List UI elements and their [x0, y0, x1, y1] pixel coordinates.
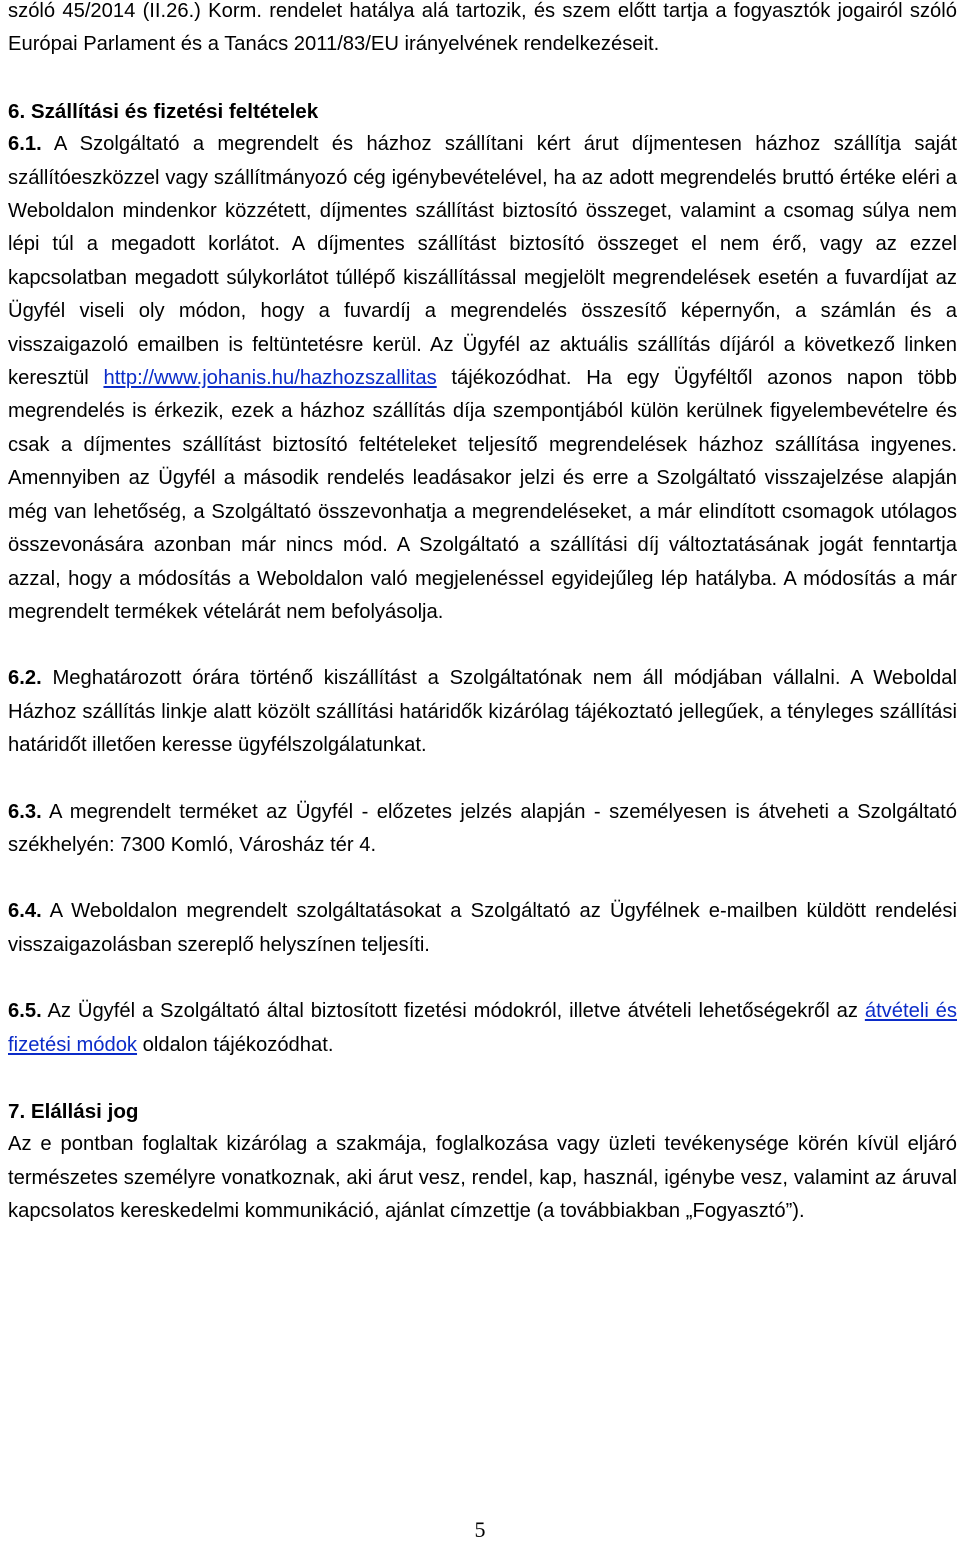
- page-number: 5: [474, 1517, 486, 1542]
- paragraph-number: 6.4.: [8, 900, 42, 923]
- paragraph-6-4: [8, 895, 957, 962]
- paragraph-number: 6.5.: [8, 1000, 42, 1023]
- paragraph-6-3: [8, 796, 957, 863]
- paragraph-6-1: [8, 128, 957, 629]
- paragraph-7: Az e pontban foglaltak kizárólag a szakmája, foglalkozása vagy üzleti tevékenysége körén kívül eljáró természetes személyre vonatkoznak, aki árut vesz, rendel, kap, használ, igénybe vesz, valamint az áruval kapcsolatos kereskedelmi kommunikáció, ajánlat címzettje (a továbbiakban „Fogyasztó”).: [8, 1133, 957, 1223]
- paragraph-6-5: [8, 995, 957, 1062]
- paragraph-number: 6.1.: [8, 133, 42, 156]
- paragraph-text: Meghatározott órára történő kiszállítást a Szolgáltatónak nem áll módjában vállalni. A Weboldal Házhoz szállítás linkje alatt közölt szállítási határidők kizárólag tájékoztató jellegűek, a tényleges szállítási határidőt illetően keresse ügyfélszolgálatunkat.: [8, 667, 957, 757]
- paragraph-number: 6.2.: [8, 667, 42, 690]
- paragraph-text: oldalon tájékozódhat.: [137, 1033, 334, 1056]
- paragraph-number: 6.3.: [8, 800, 42, 823]
- payment-methods-link[interactable]: átvételi és fizetési módok: [8, 1000, 957, 1056]
- paragraph-text: A Szolgáltató a megrendelt és házhoz szállítani kért árut díjmentesen házhoz szállítja saját szállítóeszközzel vagy szállítmányozó cég igénybevételével, ha az adott megrendelés bruttó értéke eléri a Weboldalon mindenkor közzétett, díjmentes szállítást biztosító összeget, valamint a csomag súlya nem lépi túl a megadott korlátot. A díjmentes szállítást biztosító összeget el nem érő, vagy az ezzel kapcsolatban megadott súlykorlátot túllépő kiszállítással megjelölt megrendelések esetén a fuvardíjat az Ügyfél viseli oly módon, hogy a fuvardíj a megrendelés összesítő képernyőn, a számlán és a visszaigazoló emailben is feltüntetésre kerül. Az Ügyfél az aktuális szállítás díjáról a következő linken keresztül: [8, 133, 957, 390]
- section-7-title: 7. Elállási jog: [8, 1099, 139, 1123]
- shipping-fee-link[interactable]: http://www.johanis.hu/hazhozszallitas: [103, 367, 437, 390]
- paragraph-text: A Weboldalon megrendelt szolgáltatásokat a Szolgáltató az Ügyfélnek e-mailben küldött rendelési visszaigazolásban szereplő helyszínen teljesíti.: [8, 900, 957, 956]
- document-page: [8, 0, 957, 1229]
- paragraph-text: A megrendelt terméket az Ügyfél - előzetes jelzés alapján - személyesen is átveheti a Szolgáltató székhelyén: 7300 Komló, Városház tér 4.: [8, 800, 957, 856]
- intro-paragraph: szóló 45/2014 (II.26.) Korm. rendelet hatálya alá tartozik, és szem előtt tartja a fogyasztók jogairól szóló Európai Parlament és a Tanács 2011/83/EU irányelvének rendelkezéseit.: [8, 0, 957, 56]
- paragraph-text: Az Ügyfél a Szolgáltató által biztosított fizetési módokról, illetve átvételi lehetőségekről az: [41, 1000, 865, 1023]
- paragraph-text: tájékozódhat. Ha egy Ügyféltől azonos napon több megrendelés is érkezik, ezek a házhoz szállítás díja szempontjából külön kerülnek figyelembevételre és csak a díjmentes szállítást biztosító feltételeket teljesítő megrendelések házhoz szállítása ingyenes. Amennyiben az Ügyfél a második rendelés leadásakor jelzi és erre a Szolgáltató visszajelzése alapján még van lehetőség, a Szolgáltató összevonhatja a megrendeléseket, a már elindított csomagok utólagos összevonására azonban már nincs mód. A Szolgáltató a szállítási díj változtatásának jogát fenntartja azzal, hogy a módosítás a Weboldalon való megjelenéssel egyidejűleg lép hatályba. A módosítás a már megrendelt termékek vételárát nem befolyásolja.: [8, 367, 958, 623]
- section-6-title: 6. Szállítási és fizetési feltételek: [8, 99, 319, 123]
- paragraph-6-2: [8, 662, 957, 762]
